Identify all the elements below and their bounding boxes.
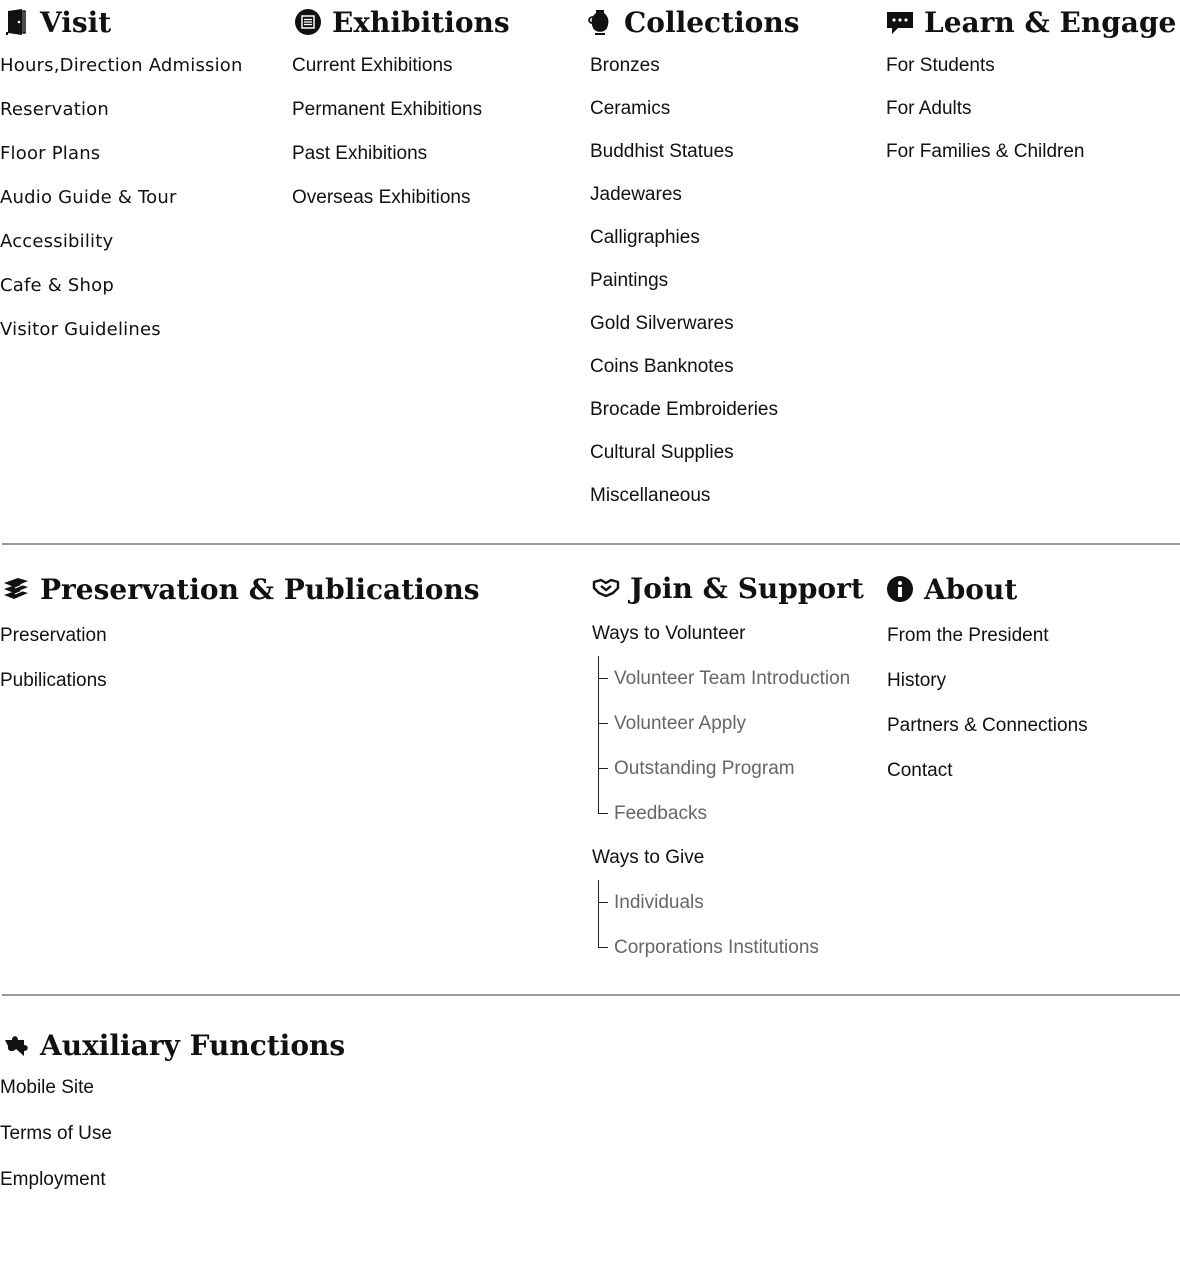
preservation-link-preservation[interactable]: Preservation xyxy=(0,625,107,646)
visit-section xyxy=(0,2,243,352)
learn-title: Learn & Engage xyxy=(924,5,1177,39)
learn-link-adults[interactable]: For Adults xyxy=(886,98,972,119)
collections-heading[interactable] xyxy=(584,2,799,42)
collections-link-brocade-embroideries[interactable]: Brocade Embroideries xyxy=(590,399,778,420)
give-sublist xyxy=(598,880,864,970)
visit-link-hours[interactable]: Hours,Direction Admission xyxy=(0,55,243,76)
join-link-ways-to-volunteer[interactable]: Ways to Volunteer xyxy=(592,623,746,644)
visit-link-audio-guide[interactable]: Audio Guide & Tour xyxy=(0,187,177,208)
collections-link-calligraphies[interactable]: Calligraphies xyxy=(590,227,700,248)
learn-heading[interactable] xyxy=(884,2,1176,42)
about-link-contact[interactable]: Contact xyxy=(887,760,953,781)
collections-link-gold-silverwares[interactable]: Gold Silverwares xyxy=(590,313,734,334)
speech-bubble-icon xyxy=(884,6,916,38)
give-link-corporations[interactable]: Corporations Institutions xyxy=(614,925,864,970)
collections-link-coins-banknotes[interactable]: Coins Banknotes xyxy=(590,356,734,377)
learn-section xyxy=(884,2,1176,173)
exhibitions-link-overseas[interactable]: Overseas Exhibitions xyxy=(292,187,471,208)
exhibitions-link-current[interactable]: Current Exhibitions xyxy=(292,55,453,76)
exhibition-list-icon xyxy=(292,6,324,38)
about-title: About xyxy=(924,572,1018,606)
exhibitions-link-past[interactable]: Past Exhibitions xyxy=(292,143,428,164)
about-link-partners[interactable]: Partners & Connections xyxy=(887,715,1088,736)
visit-link-cafe-shop[interactable]: Cafe & Shop xyxy=(0,275,114,296)
puzzle-icon xyxy=(0,1029,32,1061)
learn-link-families[interactable]: For Families & Children xyxy=(886,141,1085,162)
auxiliary-title: Auxiliary Functions xyxy=(40,1028,346,1062)
about-link-president[interactable]: From the President xyxy=(887,625,1049,646)
preservation-section xyxy=(0,569,480,703)
exhibitions-section xyxy=(292,2,510,220)
door-icon xyxy=(0,6,32,38)
join-title: Join & Support xyxy=(630,571,864,605)
about-section xyxy=(884,569,1088,793)
auxiliary-link-mobile-site[interactable]: Mobile Site xyxy=(0,1077,94,1098)
auxiliary-section xyxy=(0,1025,345,1203)
info-icon xyxy=(884,573,916,605)
collections-link-buddhist-statues[interactable]: Buddhist Statues xyxy=(590,141,734,162)
volunteer-link-team-intro[interactable]: Volunteer Team Introduction xyxy=(614,656,864,701)
exhibitions-link-permanent[interactable]: Permanent Exhibitions xyxy=(292,99,483,120)
join-section xyxy=(590,568,864,970)
about-heading[interactable] xyxy=(884,569,1088,609)
section-divider-1 xyxy=(2,543,1180,545)
auxiliary-link-employment[interactable]: Employment xyxy=(0,1169,106,1190)
auxiliary-heading[interactable] xyxy=(0,1025,345,1065)
collections-section xyxy=(584,2,799,517)
volunteer-link-feedbacks[interactable]: Feedbacks xyxy=(614,791,864,836)
join-heading[interactable] xyxy=(590,568,864,608)
visit-link-reservation[interactable]: Reservation xyxy=(0,99,109,120)
vase-icon xyxy=(584,6,616,38)
collections-link-miscellaneous[interactable]: Miscellaneous xyxy=(590,485,711,506)
visit-title: Visit xyxy=(40,5,112,39)
books-icon xyxy=(0,573,32,605)
collections-link-jadewares[interactable]: Jadewares xyxy=(590,184,682,205)
visit-link-guidelines[interactable]: Visitor Guidelines xyxy=(0,319,161,340)
volunteer-link-apply[interactable]: Volunteer Apply xyxy=(614,701,864,746)
visit-heading[interactable] xyxy=(0,2,243,42)
volunteer-sublist xyxy=(598,656,864,836)
preservation-link-publications[interactable]: Pubilications xyxy=(0,670,107,691)
collections-link-paintings[interactable]: Paintings xyxy=(590,270,669,291)
visit-link-accessibility[interactable]: Accessibility xyxy=(0,231,114,252)
preservation-title: Preservation & Publications xyxy=(40,572,480,606)
preservation-heading[interactable] xyxy=(0,569,480,609)
visit-link-floor-plans[interactable]: Floor Plans xyxy=(0,143,101,164)
volunteer-link-outstanding[interactable]: Outstanding Program xyxy=(614,746,864,791)
section-divider-2 xyxy=(2,994,1180,996)
join-link-ways-to-give[interactable]: Ways to Give xyxy=(592,847,705,868)
collections-link-bronzes[interactable]: Bronzes xyxy=(590,55,660,76)
collections-title: Collections xyxy=(624,5,800,39)
exhibitions-title: Exhibitions xyxy=(332,5,510,39)
collections-link-cultural-supplies[interactable]: Cultural Supplies xyxy=(590,442,734,463)
handshake-icon xyxy=(590,572,622,604)
about-link-history[interactable]: History xyxy=(887,670,947,691)
auxiliary-link-terms[interactable]: Terms of Use xyxy=(0,1123,112,1144)
exhibitions-heading[interactable] xyxy=(292,2,510,42)
give-link-individuals[interactable]: Individuals xyxy=(614,880,864,925)
collections-link-ceramics[interactable]: Ceramics xyxy=(590,98,671,119)
learn-link-students[interactable]: For Students xyxy=(886,55,995,76)
